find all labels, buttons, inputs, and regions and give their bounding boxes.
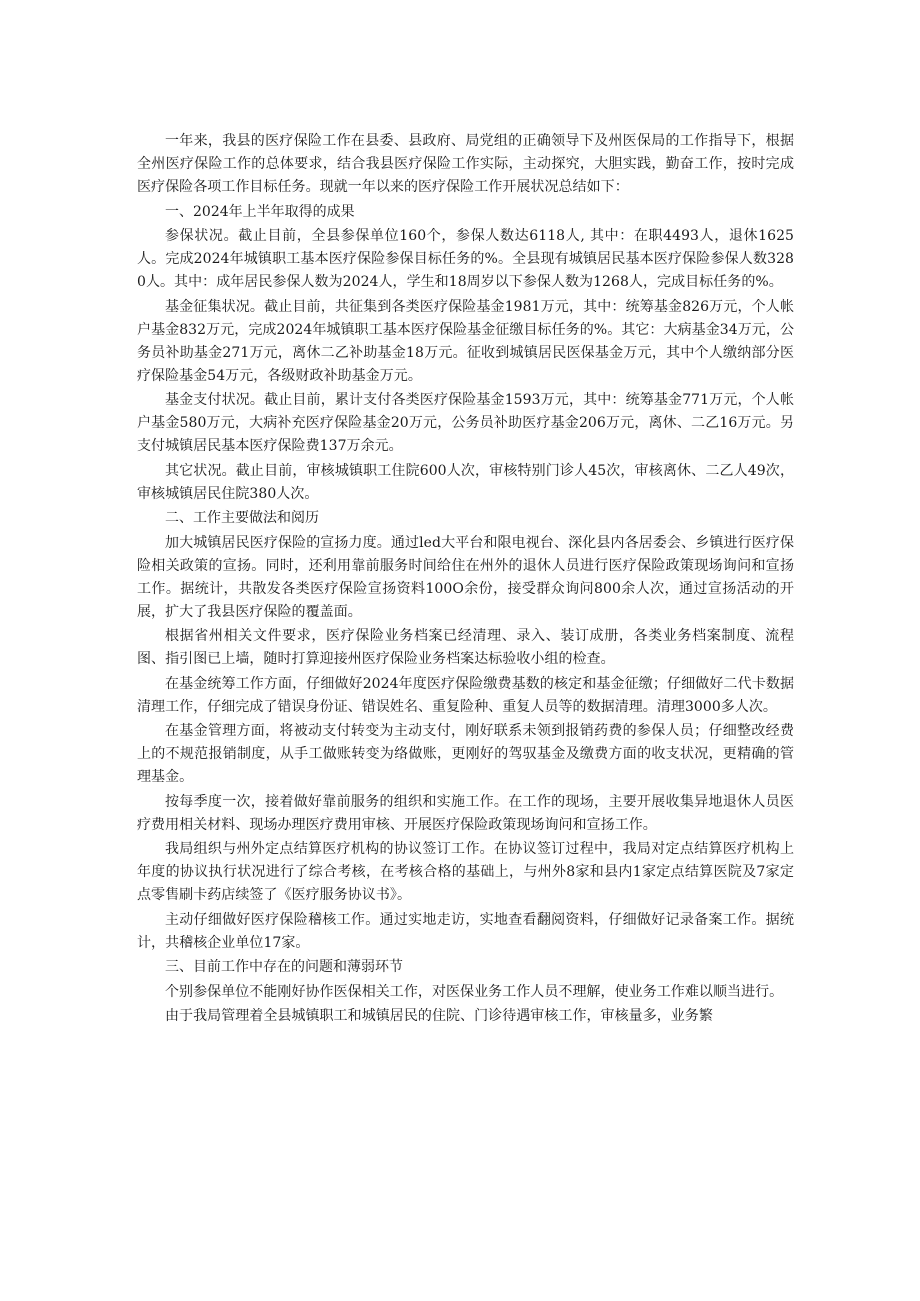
section-heading-1: 一、2024年上半年取得的成果 [165, 203, 355, 220]
section-heading-2: 二、工作主要做法和阅历 [165, 510, 319, 526]
paragraph-publicity: 加大城镇居民医疗保险的宣扬力度。通过led大平台和限电视台、深化县内各居委会、乡镇进行医疗保险相关政策的宣扬。同时，还利用靠前服务时间给住在州外的退休人员进行医疗保险政策现场询问和宣扬工作。据统计，共散发各类医疗保险宣扬资料100O余份，接受群众询问800余人次，通过宣扬活动的开展，扩大了我县医疗保险的覆盖面。 [137, 534, 794, 620]
paragraph-enrollment: 参保状况。截止目前，全县参保单位160个，参保人数达6118人, 其中：在职4493人，退休1625人。完成2024年城镇职工基本医疗保险参保目标任务的%。全县现有城镇居民基本医疗保险参保人数3280人。其中：成年居民参保人数为2024人，学生和18周岁以下参保人数为1268人，完成目标任务的%。 [137, 228, 794, 290]
paragraph-intro: 一年来，我县的医疗保险工作在县委、县政府、局党组的正确领导下及州医保局的工作指导下，根据全州医疗保险工作的总体要求，结合我县医疗保险工作实际，主动探究，大胆实践，勤奋工作，按时完成医疗保险各项工作目标任务。现就一年以来的医疗保险工作开展状况总结如下： [137, 133, 794, 195]
paragraph-agreements: 我局组织与州外定点结算医疗机构的协议签订工作。在协议签订过程中，我局对定点结算医疗机构上年度的协议执行状况进行了综合考核，在考核合格的基础上，与州外8家和县内1家定点结算医院及7家定点零售刷卡药店续签了《医疗服务协议书》。 [137, 841, 794, 903]
paragraph-quarterly-service: 按每季度一次，接着做好靠前服务的组织和实施工作。在工作的现场，主要开展收集异地退休人员医疗费用相关材料、现场办理医疗费用审核、开展医疗保险政策现场询问和宣扬工作。 [137, 793, 794, 833]
paragraph-fund-collection: 基金征集状况。截止目前，共征集到各类医疗保险基金1981万元，其中：统筹基金826万元，个人帐户基金832万元，完成2024年城镇职工基本医疗保险基金征缴目标任务的%。其它：大病基金34万元，公务员补助基金271万元，离休二乙补助基金18万元。征收到城镇居民医保基金万元，其中个人缴纳部分医疗保险基金54万元，各级财政补助基金万元。 [137, 298, 794, 384]
section-heading-3: 三、目前工作中存在的问题和薄弱环节 [165, 959, 403, 975]
paragraph-problem-2: 由于我局管理着全县城镇职工和城镇居民的住院、门诊待遇审核工作，审核量多，业务繁 [165, 1008, 713, 1024]
document-body [137, 130, 794, 1030]
paragraph-audit: 主动仔细做好医疗保险稽核工作。通过实地走访，实地查看翻阅资料，仔细做好记录备案工作。据统计，共稽核企业单位17家。 [137, 911, 794, 951]
paragraph-fund-pooling: 在基金统筹工作方面，仔细做好2024年度医疗保险缴费基数的核定和基金征缴；仔细做好二代卡数据清理工作，仔细完成了错误身份证、错误姓名、重复险种、重复人员等的数据清理。清理3000多人次。 [137, 675, 794, 715]
paragraph-problem-1: 个别参保单位不能刚好协作医保相关工作，对医保业务工作人员不理解，使业务工作难以顺当进行。 [165, 983, 784, 1000]
paragraph-fund-management: 在基金管理方面，将被动支付转变为主动支付，刚好联系未领到报销药费的参保人员；仔细整改经费上的不规范报销制度，从手工做账转变为络做账，更刚好的驾驭基金及缴费方面的收支状况，更精确的管理基金。 [137, 723, 794, 785]
paragraph-archives: 根据省州相关文件要求，医疗保险业务档案已经清理、录入、装订成册，各类业务档案制度、流程图、指引图已上墙，随时打算迎接州医疗保险业务档案达标验收小组的检查。 [137, 628, 794, 667]
paragraph-other-status: 其它状况。截止目前，审核城镇职工住院600人次，审核特别门诊人45次，审核离休、二乙人49次，审核城镇居民住院380人次。 [137, 462, 794, 502]
paragraph-fund-payment: 基金支付状况。截止目前，累计支付各类医疗保险基金1593万元，其中：统筹基金771万元，个人帐户基金580万元，大病补充医疗保险基金20万元，公务员补助医疗基金206万元，离休、二乙16万元。另支付城镇居民基本医疗保险费137万余元。 [137, 392, 794, 454]
